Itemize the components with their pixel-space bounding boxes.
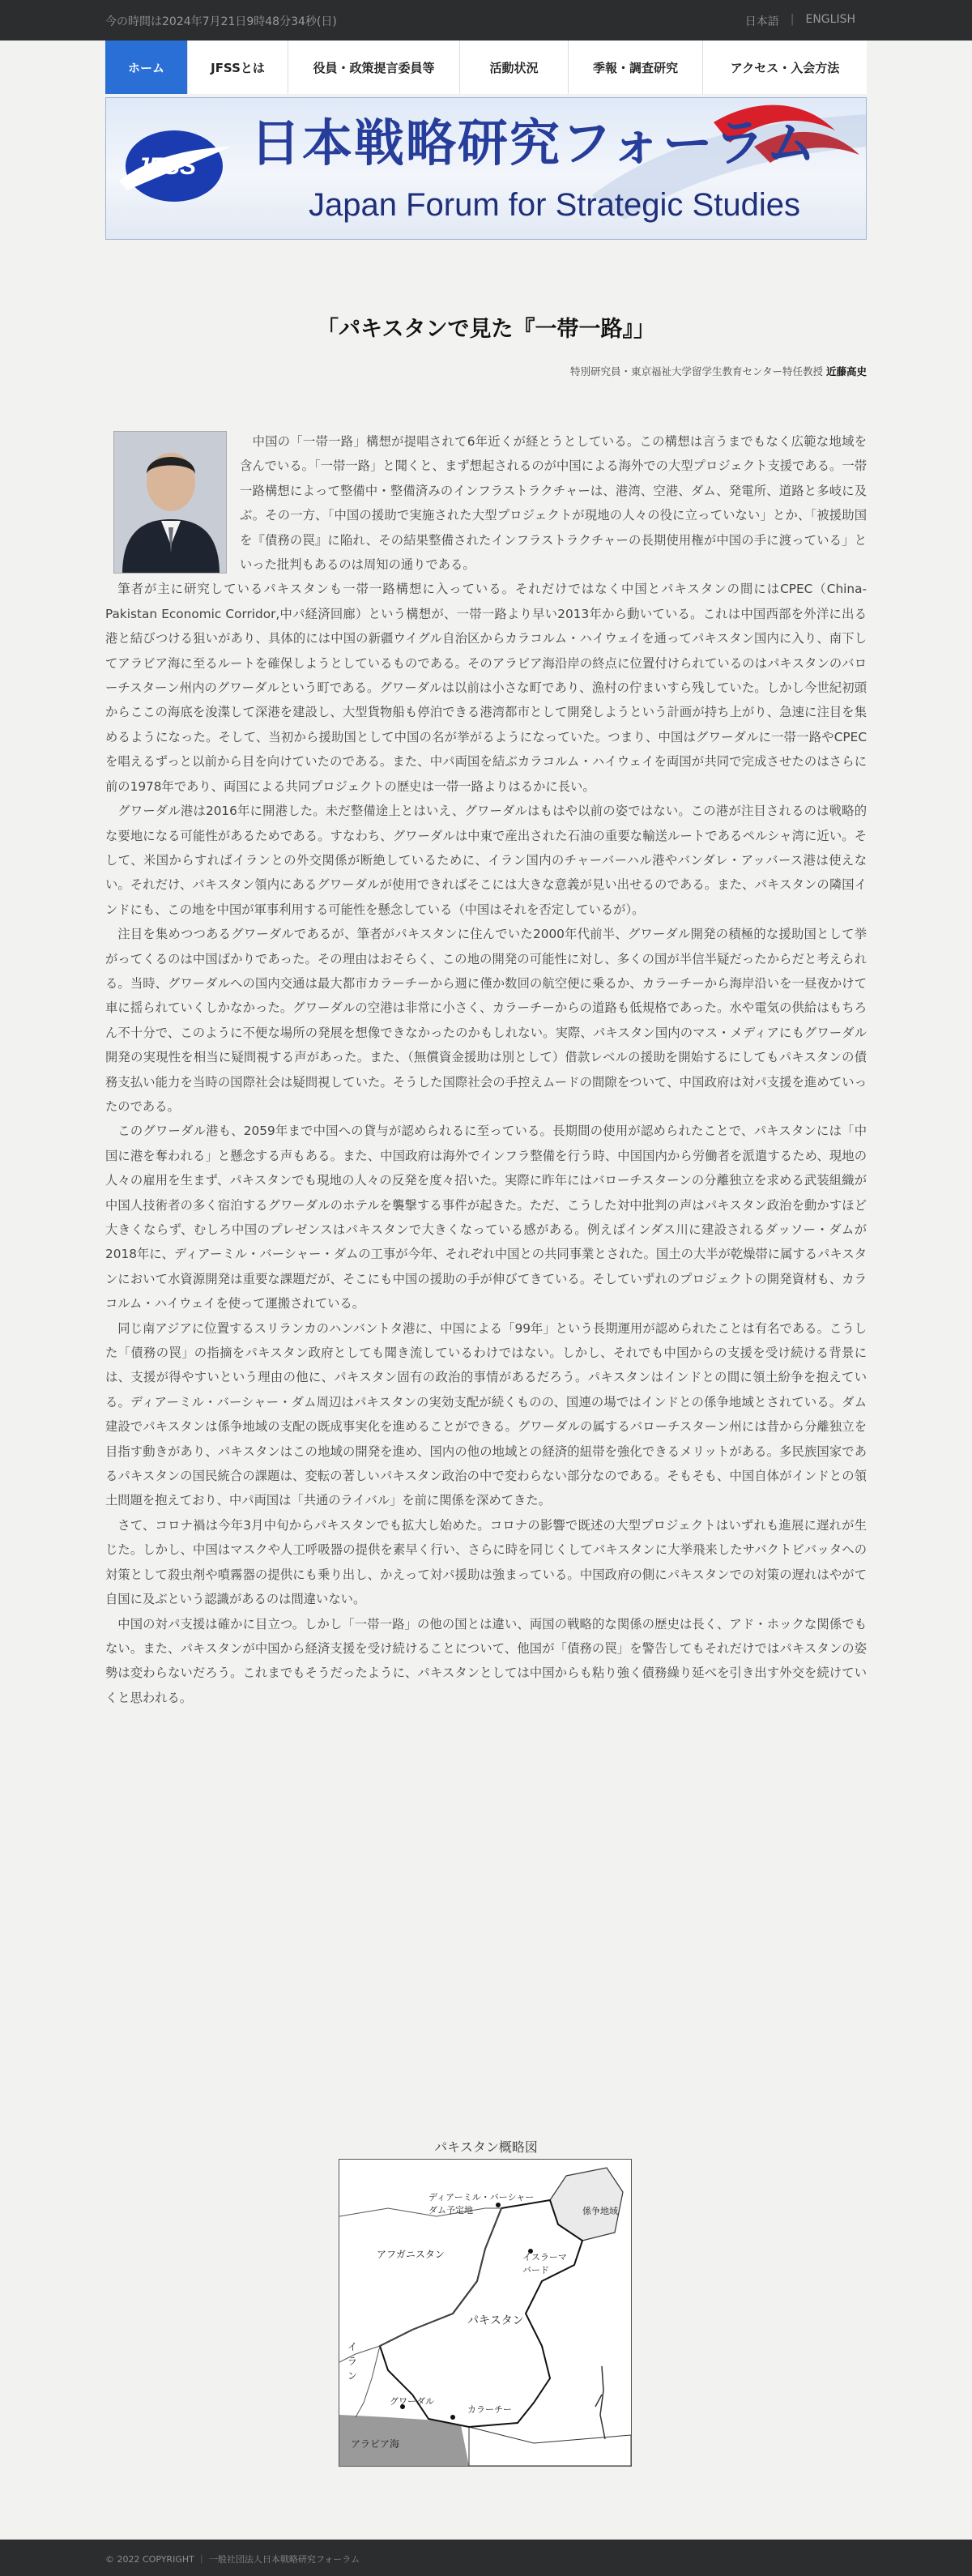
map-label-gwadar: グワーダル <box>390 2396 434 2407</box>
article-paragraph: 筆者が主に研究しているパキスタンも一帯一路構想に入っている。それだけではなく中国とパキスタンの間にはCPEC（China-Pakistan Economic Corridor,中パ経済回廊）という構想が、一帯一路より早い2013年から動いている。これは中国西部を外洋に出る港と結びつける狙いがあり、具体的には中国の新疆ウイグル自治区からカラコルム・ハイウェイを通ってパキスタン国内に入り、南下してアラビア海に至るルートを確保しようとしているものである。そのアラビア海沿岸の終点に位置付けられているのはパキスタンのバローチスターン州内のグワーダルという町である。グワーダルは以前は小さな町であり、漁村の佇まいすら残していた。しかし今世紀初頭からここの海底を浚渫して深港を建設し、大型貨物船も停泊できる港湾都市として開発しようという計画が持ち上がり、急速に注目を集めるようになった。そして、当初から援助国として中国の名が挙がるようになっていた。つまり、中国はグワーダルに一帯一路やCPECを唱えるずっと以前から目を向けていたのである。また、中パ両国を結ぶカラコルム・ハイウェイを両国が共同で完成させたのはさらに前の1978年であり、両国による共同プロジェクトの歴史は一帯一路よりはるかに長い。 <box>105 582 867 794</box>
pakistan-map <box>339 2159 632 2467</box>
copyright-text: © 2022 COPYRIGHT ｜ 一般社団法人日本戦略研究フォーラム <box>105 2554 360 2565</box>
nav-research[interactable]: 季報・調査研究 <box>569 41 703 94</box>
lang-english-link[interactable]: ENGLISH <box>805 13 855 26</box>
nav-officers[interactable]: 役員・政策提言委員等 <box>288 41 460 94</box>
site-banner[interactable] <box>105 97 867 240</box>
nav-access[interactable]: アクセス・入会方法 <box>730 60 840 75</box>
map-caption: パキスタン概略図 <box>434 2139 538 2155</box>
map-label-afghanistan: アフガニスタン <box>377 2249 445 2260</box>
lang-japanese-link[interactable]: 日本語 <box>744 15 779 28</box>
nav-about[interactable]: JFSSとは <box>188 41 288 94</box>
article-paragraph: 中国の「一帯一路」構想が提唱されて6年近くが経とうとしている。この構想は言うまでもなく広範な地域を含んでいる。「一帯一路」と聞くと、まず想起されるのが中国による海外での大型プロジェクト支援である。一帯一路構想によって整備中・整備済みのインフラストラクチャーは、港湾、空港、ダム、発電所、道路と多岐に及ぶ。その一方、「中国の援助で実施された大型プロジェクトが現地の人々の役に立っていない」とか、「被援助国を『債務の罠』に陥れ、その結果整備されたインフラストラクチャーの長期使用権が中国の手に渡っている」といった批判もあるのは周知の通りである。 <box>240 434 867 573</box>
article-paragraph: 中国の対パ支援は確かに目立つ。しかし「一帯一路」の他の国とは違い、両国の戦略的な関係の歴史は長く、アド・ホックな関係でもない。また、パキスタンが中国から経済支援を受け続けることについて、他国が「債務の罠」を警告してもそれだけではパキスタンの姿勢は変わらないだろう。これまでもそうだったように、パキスタンとしては中国からも粘り強く債務繰り延べを引き出す外交を続けていくと思われる。 <box>105 1616 867 1705</box>
author-portrait <box>113 431 227 574</box>
map-label-dispute: 係争地域 <box>582 2206 618 2216</box>
logo-text: JFSS <box>135 153 197 180</box>
author-name: 近藤高史 <box>825 365 867 377</box>
main-nav <box>105 41 867 94</box>
current-time: 今の時間は2024年7月21日9時48分34秒(日) <box>105 15 337 28</box>
map-label-dam: ディアーミル・バーシャー ダム予定地 <box>428 2192 535 2216</box>
article-paragraph: グワーダル港は2016年に開港した。未だ整備途上とはいえ、グワーダルはもはや以前の姿ではない。この港が注目されるのは戦略的な要地になる可能性があるためである。すなわち、グワーダルは中東で産出された石油の重要な輸送ルートであるペルシャ湾に近い。そして、米国からすればイランとの外交関係が断絶しているために、イラン国内のチャーバーハル港やバンダレ・アッバース港は使えない。それだけ、パキスタン領内にあるグワーダルが使用できればそこには大きな意義が見い出せるのである。また、パキスタンの隣国インドにも、この地を中国が軍事利用する可能性を懸念している（中国はそれを否定しているが）。 <box>105 804 867 917</box>
jfss-logo <box>111 124 232 205</box>
language-switcher <box>734 13 867 29</box>
map-label-karachi: カラーチー <box>467 2404 512 2415</box>
map-label-iran: イ ラ ン <box>347 2341 358 2382</box>
article-paragraph: さて、コロナ禍は今年3月中旬からパキスタンでも拡大し始めた。コロナの影響で既述の大型プロジェクトはいずれも進展に遅れが生じた。しかし、中国はマスクや人工呼吸器の提供を素早く行い、さらに時を同じくしてパキスタンに大挙飛来したサバクトビバッタへの対策として殺虫剤や噴霧器の提供にも乗り出し、かえって対パ援助は強まっている。中国政府の側にパキスタンでの対策の遅れはやがて自国に及ぶという認識があるのは間違いない。 <box>105 1517 867 1607</box>
map-label-arabian-sea: アラビア海 <box>351 2438 400 2450</box>
article-paragraph: 注目を集めつつあるグワーダルであるが、筆者がパキスタンに住んでいた2000年代前半、グワーダル開発の積極的な援助国として挙がってくるのは中国ばかりであった。その理由はおそらく、この地の開発の可能性に対し、多くの国が半信半疑だったからだと考えられる。当時、グワーダルへの国内交通は最大都市カラーチーから週に僅か数回の航空便に乗るか、カラーチーから海岸沿いを一昼夜かけて車に揺られていくしかなかった。グワーダルの空港は非常に小さく、カラーチーからの道路も低規格であった。水や電気の供給はもちろん不十分で、このように不便な場所の発展を想像できなかったのかもしれない。実際、パキスタン国内のマス・メディアにもグワーダル開発の実現性を相当に疑問視する声があった。また、（無償資金援助は別として）借款レベルの援助を開始するにしてもパキスタンの債務支払い能力を当時の国際社会は疑問視していた。そうした国際社会の手控えムードの間隙をついて、中国政府は対パ支援を進めていったのである。 <box>105 927 867 1114</box>
nav-activities[interactable]: 活動状況 <box>460 41 569 94</box>
article-paragraph: 同じ南アジアに位置するスリランカのハンバントタ港に、中国による「99年」という長期運用が認められたことは有名である。こうした「債務の罠」の指摘をパキスタン政府としても聞き流しているわけではない。しかし、それでも中国からの支援を受け続ける背景には、支援が得やすいという理由の他に、パキスタン固有の政治的事情があるだろう。パキスタンはインドとの間に領土紛争を抱えている。ディアーミル・バーシャー・ダム周辺はパキスタンの実効支配が続くものの、国連の場ではインドとの係争地域とされている。ダム建設でパキスタンは係争地域の支配の既成事実化を進めることができる。グワーダルの属するバローチスターン州には昔から分離独立を目指す動きがあり、パキスタンはこの地域の開発を進め、国内の他の地域との経済的紐帯を強化できるメリットがある。多民族国家であるパキスタンの国民統合の課題は、変転の著しいパキスタン政治の中で変わらない部分なのである。そもそも、中国自体がインドとの領土問題を抱えており、中パ両国は「共通のライバル」を前に関係を深めてきた。 <box>105 1320 867 1508</box>
site-footer <box>0 2540 972 2576</box>
map-label-islamabad: イスラーマ バード <box>522 2252 567 2275</box>
top-bar <box>0 0 972 41</box>
banner-title-en: Japan Forum for Strategic Studies <box>309 187 800 223</box>
article-paragraph: このグワーダル港も、2059年まで中国への貸与が認められるに至っている。長期間の使用が認められたことで、パキスタンには「中国に港を奪われる」と懸念する声もある。また、中国政府は海外でインフラ整備を行う時、中国国内から労働者を派遣するため、現地の人々の雇用を生まず、パキスタンでも現地の人々の反発を度々招いた。実際に昨年にはバローチスターンの分離独立を求める武装組織が中国人技術者の多く宿泊するグワーダルのホテルを襲撃する事件が起きた。ただ、こうした対中批判の声はパキスタン政治を動かすほど大きくならず、むしろ中国のプレゼンスはパキスタンで大きくなっている感がある。例えばインダス川に建設されるダッソー・ダムが2018年に、ディアーミル・バーシャー・ダムの工事が今年、それぞれ中国との共同事業とされた。国土の大半が乾燥帯に属するパキスタンにおいて水資源開発は重要な課題だが、そこにも中国の援助の手が伸びてきている。そしていずれのプロジェクトの開発資材も、カラコルム・ハイウェイを使って運搬されている。 <box>105 1124 867 1311</box>
nav-home[interactable]: ホーム <box>105 41 188 94</box>
article-title: 「パキスタンで見た『一帯一路』」 <box>317 317 655 342</box>
article-body <box>105 429 867 1710</box>
lang-separator: | <box>790 13 795 26</box>
map-label-pakistan: パキスタン <box>467 2314 524 2327</box>
article-author <box>570 364 867 378</box>
author-role: 特別研究員・東京福祉大学留学生教育センター特任教授 <box>570 365 826 377</box>
banner-title-jp: 日本戦略研究フォーラム <box>250 113 818 173</box>
